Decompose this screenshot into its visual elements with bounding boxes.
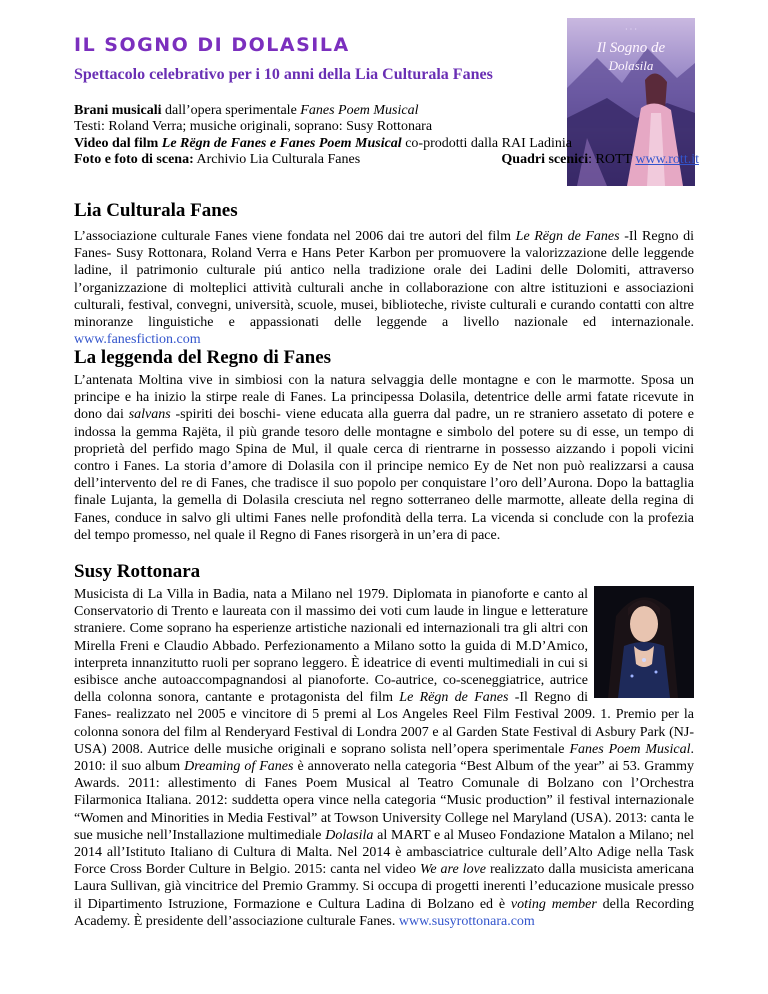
section-heading-susy: Susy Rottonara (74, 561, 201, 582)
section-text-susy: Musicista di La Villa in Badia, nata a Milano nel 1979. Diplomata in pianoforte e canto al Conservatorio di Trento e laureata con il massimo dei voti cum laude in lingue e letterature straniere. Come soprano ha esperienze artistiche nazionali ed internazionali tra gli altri con Mirella Freni e Claudio Abbado. Perfezionamento a Milano sotto la guida di M.D’Amico, interpreta innanzitutto ruoli per soprano leggero. È ideatrice di eventi multimediali in cui si esibisce anche autoaccompagnandosi al pianoforte. Co-autrice, co-sceneggiatrice, autrice della colonna sonora, cantante e protagonista del film Le Rëgn de Fanes -Il Regno di Fanes- realizzato nel 2005 e vincitore di 5 premi al Los Angeles Reel Film Festival 2009. 1. Premio per la colonna sonora del film al Renderyard Festival di Londra 2007 e al Garden State Festival di Asbury Park (NJ-USA) 2008. Autrice delle musiche originali e soprano solista nell’opera sperimentale Fanes Poem Musical. 2010: il suo album Dreaming of Fanes è annoverato nella categoria “Best Album of the year” ai 53. Grammy Awards. 2011: allestimento di Fanes Poem Musical al Teatro Comunale di Bolzano con l’Orchestra Filarmonica Italiana. 2012: suddetta opera vince nella categoria “Music production” il festival internazionale “Women and Minorities in Media Festival” at Towson University College nel Maryland (USA). 2013: canta le sue musiche nell’Installazione multimediale Dolasila al MART e al Museo Fondazione Matalon a Milano; nel 2014 all’Istituto Italiano di Cultura di Malta. Nel 2014 è ambasciatrice culturale dell’Alto Adige nella Task Force Cross Border Culture in Belgio. 2015: canta nel video We are love realizzato dalla musicista americana Laura Sullivan, già vincitrice del Premio Grammy. Si occupa di progetti inerenti l’educazione musicale presso il Dipartimento Istruzione, Formazione e Cultura Ladina di Bolzano ed è voting member della Recording Academy. È presidente dell’associazione culturale Fanes. www.susyrottonara.com (74, 587, 695, 929)
document-subtitle: Spettacolo celebrativo per i 10 anni della Lia Culturala Fanes (74, 66, 493, 83)
section-heading-leggenda: La leggenda del Regno di Fanes (74, 347, 332, 368)
poster-text-line2: Dolasila (608, 58, 654, 73)
document-title: IL SOGNO DI DOLASILA (74, 34, 350, 56)
poster-text-line1: Il Sogno de (596, 40, 666, 56)
credits-brani: Brani musicali dall’opera sperimentale Fanes Poem Musical (74, 103, 419, 118)
poster-topline: · · · (625, 25, 637, 34)
susyrottonara-link[interactable]: www.susyrottonara.com (398, 913, 535, 929)
credits-video: Video dal film Le Rëgn de Fanes e Fanes Poem Musical co-prodotti dalla RAI Ladinia (74, 135, 572, 151)
section-heading-lia: Lia Culturala Fanes (74, 200, 238, 221)
portrait-photo (594, 586, 694, 698)
section-text-lia: L’associazione culturale Fanes viene fondata nel 2006 dai tre autori del film Le Rëgn de Fanes -Il Regno di Fanes- Susy Rottonara, Roland Verra e Hans Peter Karbon per promuovere la valorizzazione delle leggende ladine, il patrimonio culturale piú antico nella tradizione orale dei Ladini delle Dolomiti, attraverso l’organizzazione di molteplici attività culturali anche in collaborazione con altre istituzioni e associazioni culturali, festival, convegni, università, scuole, musei, biblioteche, riviste culturali e curando contatti con altre minoranze linguistiche e appassionati delle leggende a livello nazionale ed internazionale. www.fanesfiction.com (74, 229, 695, 348)
fanesfiction-link[interactable]: www.fanesfiction.com (74, 332, 201, 348)
credits-testi: Testi: Roland Verra; musiche originali, soprano: Susy Rottonara (74, 119, 433, 135)
section-text-leggenda: L’antenata Moltina vive in simbiosi con la natura selvaggia delle montagne e con le marmotte. Sposa un principe e ha inizio la stirpe reale di Fanes. La principessa Dolasila, detentrice delle armi fatate ricevute in dono dai salvans -spiriti dei boschi- viene educata alla guerra dal padre, un re straniero assetato di potere e indossa la gemma Rajëta, il più grande tesoro delle montagne e simbolo del potere su di esse, un tempo di proprietà del perfido mago Spina de Mul, il quale cerca di rientrarne in possesso aizzando i popoli vicini contro i Fanes. La storia d’amore di Dolasila con il principe nemico Ey de Net non può realizzarsi a causa dell’intervento del re di Fanes, che tradisce il suo popolo per conquistare l’oro dell’Aurona. Dopo la battaglia finale Lujanta, la gemella di Dolasila cresciuta nel regno sotterraneo delle marmotte, alleate della regina di Fanes, conduce in salvo gli ultimi Fanes nelle profondità della terra. La vicenda si conclude con la profezia del tempo promesso, nel quale il Regno di Fanes risorgerà in un’era di pace. (74, 373, 695, 543)
rott-link[interactable]: www.rott.it (635, 152, 699, 168)
credits-foto: Foto e foto di scena: Archivio Lia Culturala Fanes Quadri scenici: ROTT www.rott.it (74, 152, 699, 168)
credits-quadri: Quadri scenici: ROTT www.rott.it (501, 152, 699, 168)
portrait-illustration (594, 586, 694, 698)
credits-block (74, 103, 699, 169)
